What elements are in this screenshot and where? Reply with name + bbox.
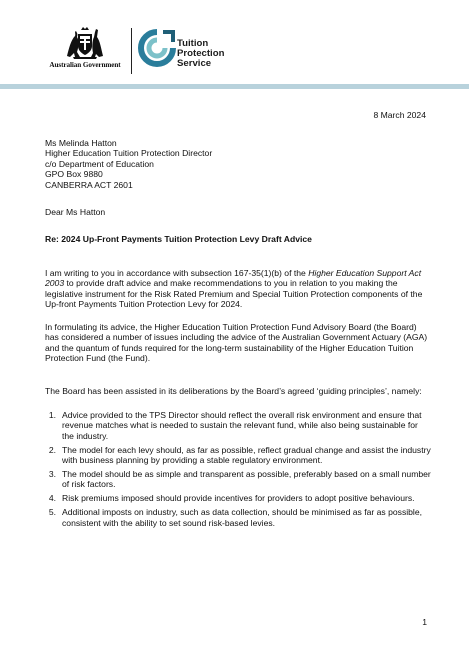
address-line: Higher Education Tuition Protection Director [45, 148, 213, 159]
address-line: CANBERRA ACT 2601 [45, 179, 133, 190]
coat-of-arms-icon [63, 26, 107, 60]
list-item [45, 445, 431, 466]
list-number: 4. [48, 493, 56, 504]
salutation: Dear Ms Hatton [45, 207, 106, 217]
list-number: 3. [48, 469, 56, 480]
subject-line: Re: 2024 Up-Front Payments Tuition Protection Levy Draft Advice [45, 234, 312, 244]
act-title: Higher Education Support Act 2003 [45, 268, 422, 289]
org-name-line: Tuition [177, 38, 209, 49]
address-line: Ms Melinda Hatton [45, 138, 117, 148]
list-item-text: Additional imposts on industry, such as data collection, should be minimised as far as possible, consistent with the ability to set sound risk-based levies. [62, 507, 423, 528]
paragraph-intro [45, 268, 431, 310]
paragraph-principles-intro: The Board has been assisted in its deliberations by the Board’s agreed ‘guiding principles’, namely: [45, 386, 422, 396]
header-rule [0, 84, 469, 89]
list-item [45, 493, 431, 503]
guiding-principles-list [45, 410, 431, 532]
list-item-text: The model should be as simple and transparent as possible, preferably based on a small number of risk factors. [62, 469, 431, 490]
list-number: 1. [48, 410, 56, 420]
list-item-text: Risk premiums imposed should provide incentives for providers to adopt positive behaviours. [62, 493, 415, 504]
address-line: c/o Department of Education [45, 158, 154, 169]
list-item-text: Advice provided to the TPS Director should reflect the overall risk environment and ensure that revenue matches what is needed to sustain the relevant fund, while also being sustainable for the industry. [62, 410, 422, 441]
org-name-line: Service [177, 58, 212, 69]
paragraph-intro-text: to provide draft advice and make recommendations to you in relation to you making the legislative instrument for the Risk Rated Premium and Special Tuition Protection components of the Up-front Payments Tuition Protection Levy for 2024. [45, 278, 423, 310]
list-number: 2. [48, 444, 56, 455]
commonwealth-crest [44, 26, 126, 69]
tps-logo-icon [137, 28, 177, 68]
government-name: Australian Government [49, 61, 121, 69]
list-item-text: The model for each levy should, as far as possible, reflect gradual change and assist the industry with business planning by providing a stable regulatory environment. [62, 444, 431, 466]
org-name [177, 39, 224, 69]
paragraph-intro-text: I am writing to you in accordance with subsection 167-35(1)(b) of the [45, 268, 309, 278]
letterhead [0, 0, 469, 82]
letterhead-divider [131, 28, 132, 74]
list-item [45, 507, 431, 528]
list-item [45, 410, 431, 441]
page-number: 1 [422, 617, 427, 627]
paragraph-formulating: In formulating its advice, the Higher Education Tuition Protection Fund Advisory Board (the Board) has considered a number of issues including the advice of the Australian Government Actuary (AGA) and the quantum of funds required for the long-term sustainability of the Higher Education Tuition Protection Fund (the Fund). [45, 322, 428, 364]
list-item [45, 469, 431, 490]
recipient-address [45, 138, 212, 190]
org-name-line: Protection [177, 48, 225, 59]
list-number: 5. [48, 507, 56, 518]
address-line: GPO Box 9880 [45, 169, 103, 180]
letter-date: 8 March 2024 [373, 110, 426, 120]
